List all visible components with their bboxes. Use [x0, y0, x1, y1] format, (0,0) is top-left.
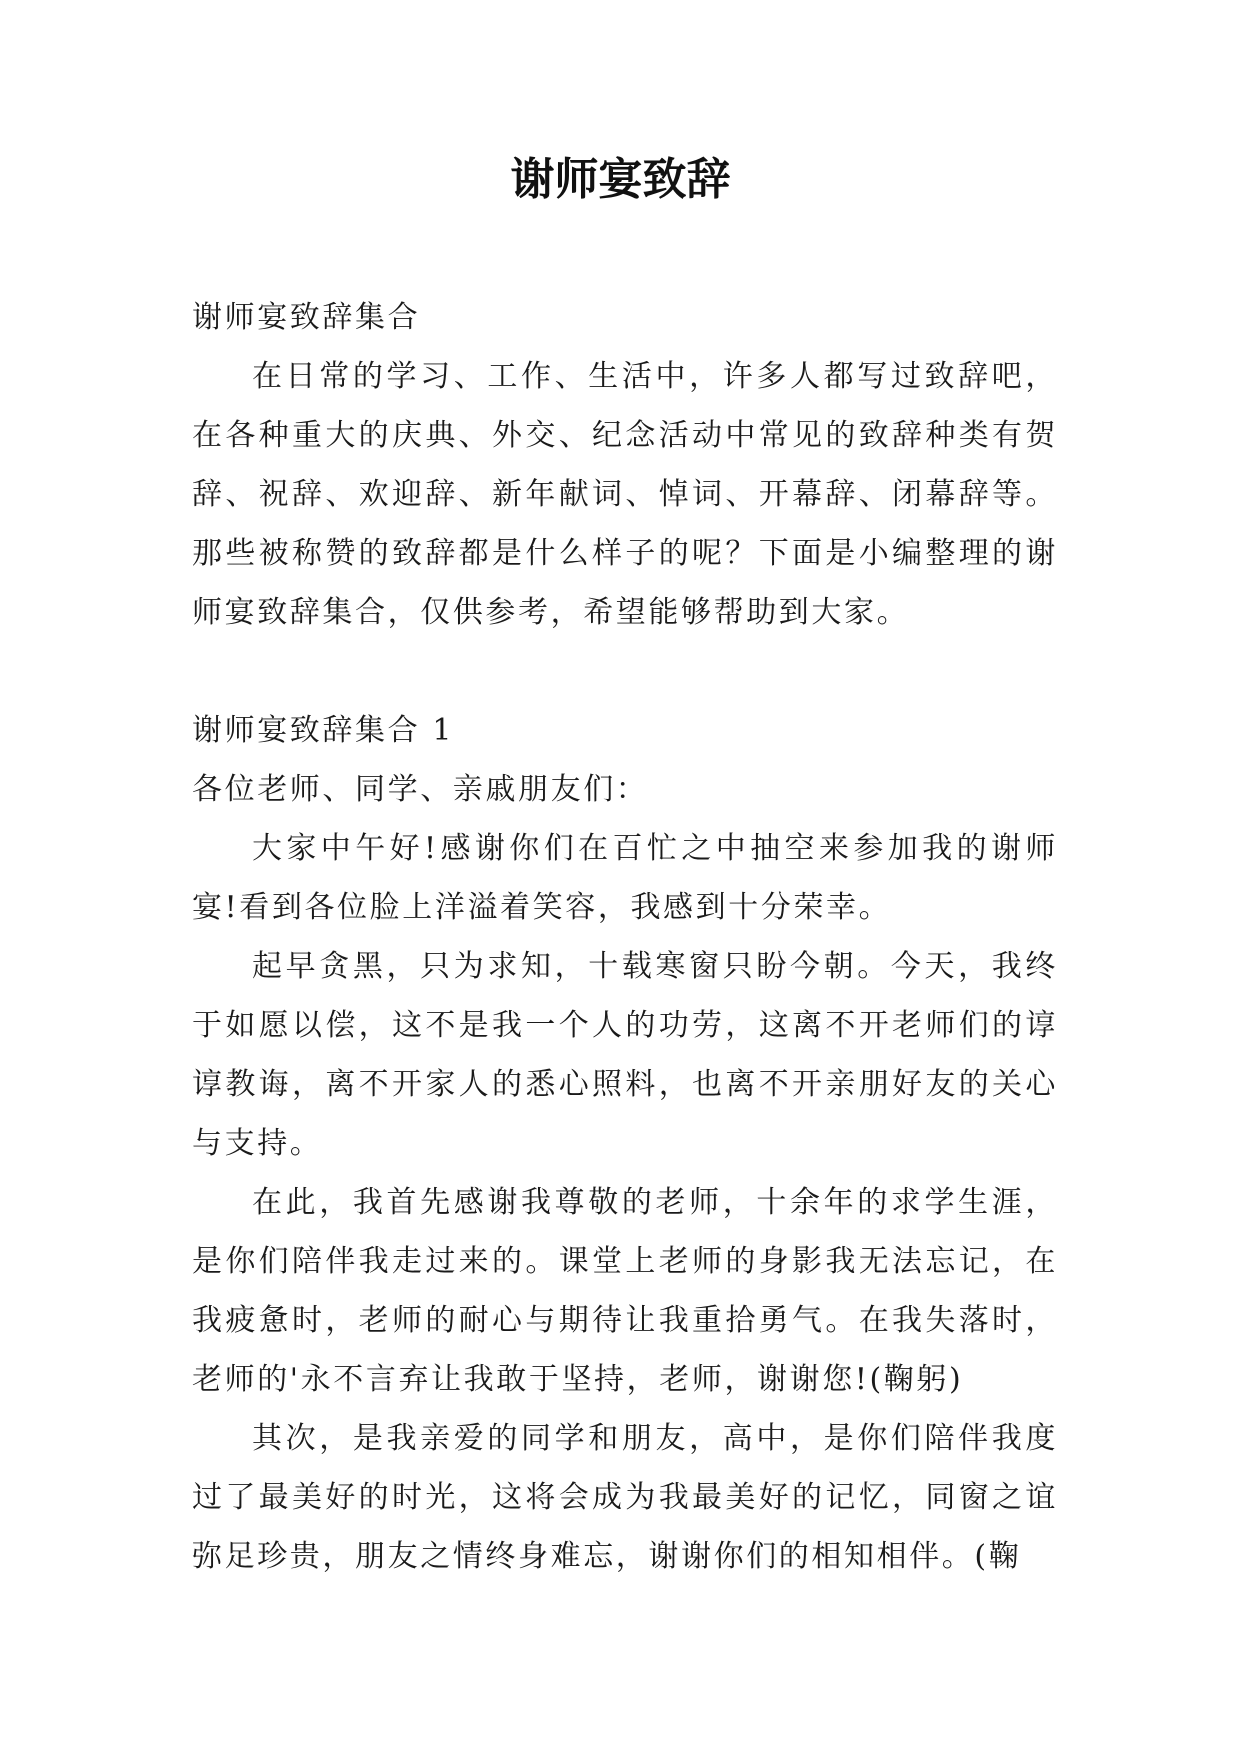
document-body: [192, 288, 1058, 1586]
body-paragraph: 起早贪黑，只为求知，十载寒窗只盼今朝。今天，我终于如愿以偿，这不是我一个人的功劳，这离不开老师们的谆谆教诲，离不开家人的悉心照料，也离不开亲朋好友的关心与支持。: [192, 949, 1058, 1161]
salutation: 各位老师、同学、亲戚朋友们：: [192, 772, 649, 807]
document-title: 谢师宴致辞: [510, 154, 731, 205]
section-heading: 谢师宴致辞集合: [192, 300, 421, 335]
section-heading-1: 谢师宴致辞集合 1: [192, 713, 455, 748]
intro-paragraph: 在日常的学习、工作、生活中，许多人都写过致辞吧，在各种重大的庆典、外交、纪念活动中常见的致辞种类有贺辞、祝辞、欢迎辞、新年献词、悼词、开幕辞、闭幕辞等。那些被称赞的致辞都是什么样子的呢？下面是小编整理的谢师宴致辞集合，仅供参考，希望能够帮助到大家。: [192, 359, 1058, 630]
body-paragraph: 在此，我首先感谢我尊敬的老师，十余年的求学生涯，是你们陪伴我走过来的。课堂上老师的身影我无法忘记，在我疲惫时，老师的耐心与期待让我重拾勇气。在我失落时，老师的'永不言弃让我敢于坚持，老师，谢谢您!(鞠躬): [192, 1185, 1058, 1397]
body-paragraph: 大家中午好!感谢你们在百忙之中抽空来参加我的谢师宴!看到各位脸上洋溢着笑容，我感到十分荣幸。: [192, 831, 1058, 925]
body-paragraph: 其次，是我亲爱的同学和朋友，高中，是你们陪伴我度过了最美好的时光，这将会成为我最美好的记忆，同窗之谊弥足珍贵，朋友之情终身难忘，谢谢你们的相知相伴。(鞠: [192, 1421, 1058, 1574]
